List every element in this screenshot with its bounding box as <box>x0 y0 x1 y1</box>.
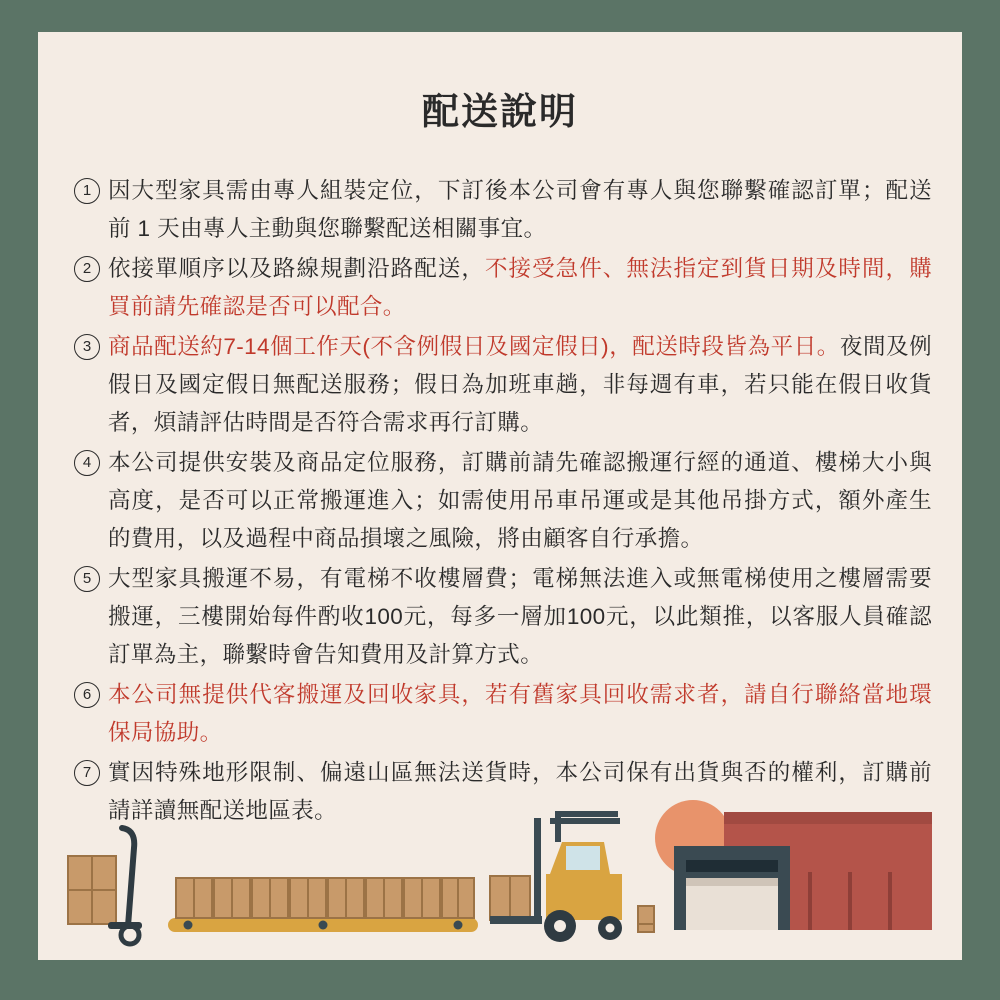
list-item <box>74 250 932 326</box>
conveyor-belt-icon <box>168 918 478 932</box>
list-item-number: 2 <box>74 256 100 282</box>
list-item-line: 單；配送前 1 天由專人主動與您聯繫配送相關事宜。 <box>108 178 932 241</box>
list-item <box>74 328 932 442</box>
list-item-text <box>108 328 932 442</box>
list-item-line: 實因特殊地形限制、偏遠山區無法送貨時，本公司保有出貨與否的權利 <box>108 760 839 785</box>
list-item <box>74 172 932 248</box>
small-boxes-icon <box>638 906 654 932</box>
list-item-text <box>108 444 932 558</box>
list-item-text <box>108 250 932 326</box>
list-item-number: 3 <box>74 334 100 360</box>
content-card <box>38 32 962 960</box>
list-item-line: 時間，購買前請先確認是否可以配合。 <box>108 256 932 319</box>
list-item-line: 大型家具搬運不易，有電梯不收樓層費；電梯無法進入或無電梯使用之 <box>108 566 839 591</box>
list-item-number: 5 <box>74 566 100 592</box>
list-item-line: 商品配送約7-14個工作天(不含例假日及國定假日)，配送時段皆為平日。 <box>108 334 840 359</box>
list-item-line: 絡當地環保局協助。 <box>108 682 932 745</box>
list-item-line: ，以客服人員確認訂單為主，聯繫時會告知費用及計算方式。 <box>108 604 932 667</box>
list-item-number: 7 <box>74 760 100 786</box>
list-item-line: 掛方式，額外產生的費用，以及過程中商品損壞之風險，將由顧客自行 <box>108 488 932 551</box>
cardboard-boxes-icon <box>176 878 474 918</box>
list-item-line: 若只能在假日收貨者，煩請評估時間是否符合需求再行訂購。 <box>108 372 932 435</box>
delivery-illustration <box>38 780 962 960</box>
list-item-line: 不接受急件、無法指定到貨日期及 <box>484 256 839 281</box>
list-item-text <box>108 172 932 248</box>
list-item-number: 4 <box>74 450 100 476</box>
list-item-line: 承擔。 <box>634 526 704 551</box>
list-item-text <box>108 676 932 752</box>
list-item <box>74 444 932 558</box>
hand-truck-icon <box>68 828 142 944</box>
list-item-line: 夜間及例假日及國定假日無配送服務；假日為加班車趟，非每週有車， <box>108 334 932 397</box>
list-item-line: 依接單順序以及路線規劃沿路配送， <box>108 256 485 281</box>
list-item-line: 梯大小與高度，是否可以正常搬運進入；如需使用吊車吊運或是其他吊 <box>108 450 932 513</box>
list-item-text <box>108 560 932 674</box>
list-item-line: 本公司提供安裝及商品定位服務，訂購前請先確認搬運行經的通道、樓 <box>108 450 839 475</box>
page-title: 配送說明 <box>422 91 578 132</box>
list-item-line: 樓層需要搬運，三樓開始每件酌收100元，每多一層加100元，以此類推 <box>108 566 932 629</box>
list-item <box>74 560 932 674</box>
list-item-line: ，訂購前請詳讀無配送地區表。 <box>108 760 932 823</box>
list-item <box>74 676 932 752</box>
list-item-number: 6 <box>74 682 100 708</box>
instruction-list <box>74 172 932 832</box>
list-item-line: 本公司無提供代客搬運及回收家具，若有舊家具回收需求者，請自行聯 <box>108 682 839 707</box>
forklift-icon <box>490 814 622 942</box>
list-item-line: 因大型家具需由專人組裝定位，下訂後本公司會有專人與您聯繫確認訂 <box>108 178 839 203</box>
list-item-number: 1 <box>74 178 100 204</box>
